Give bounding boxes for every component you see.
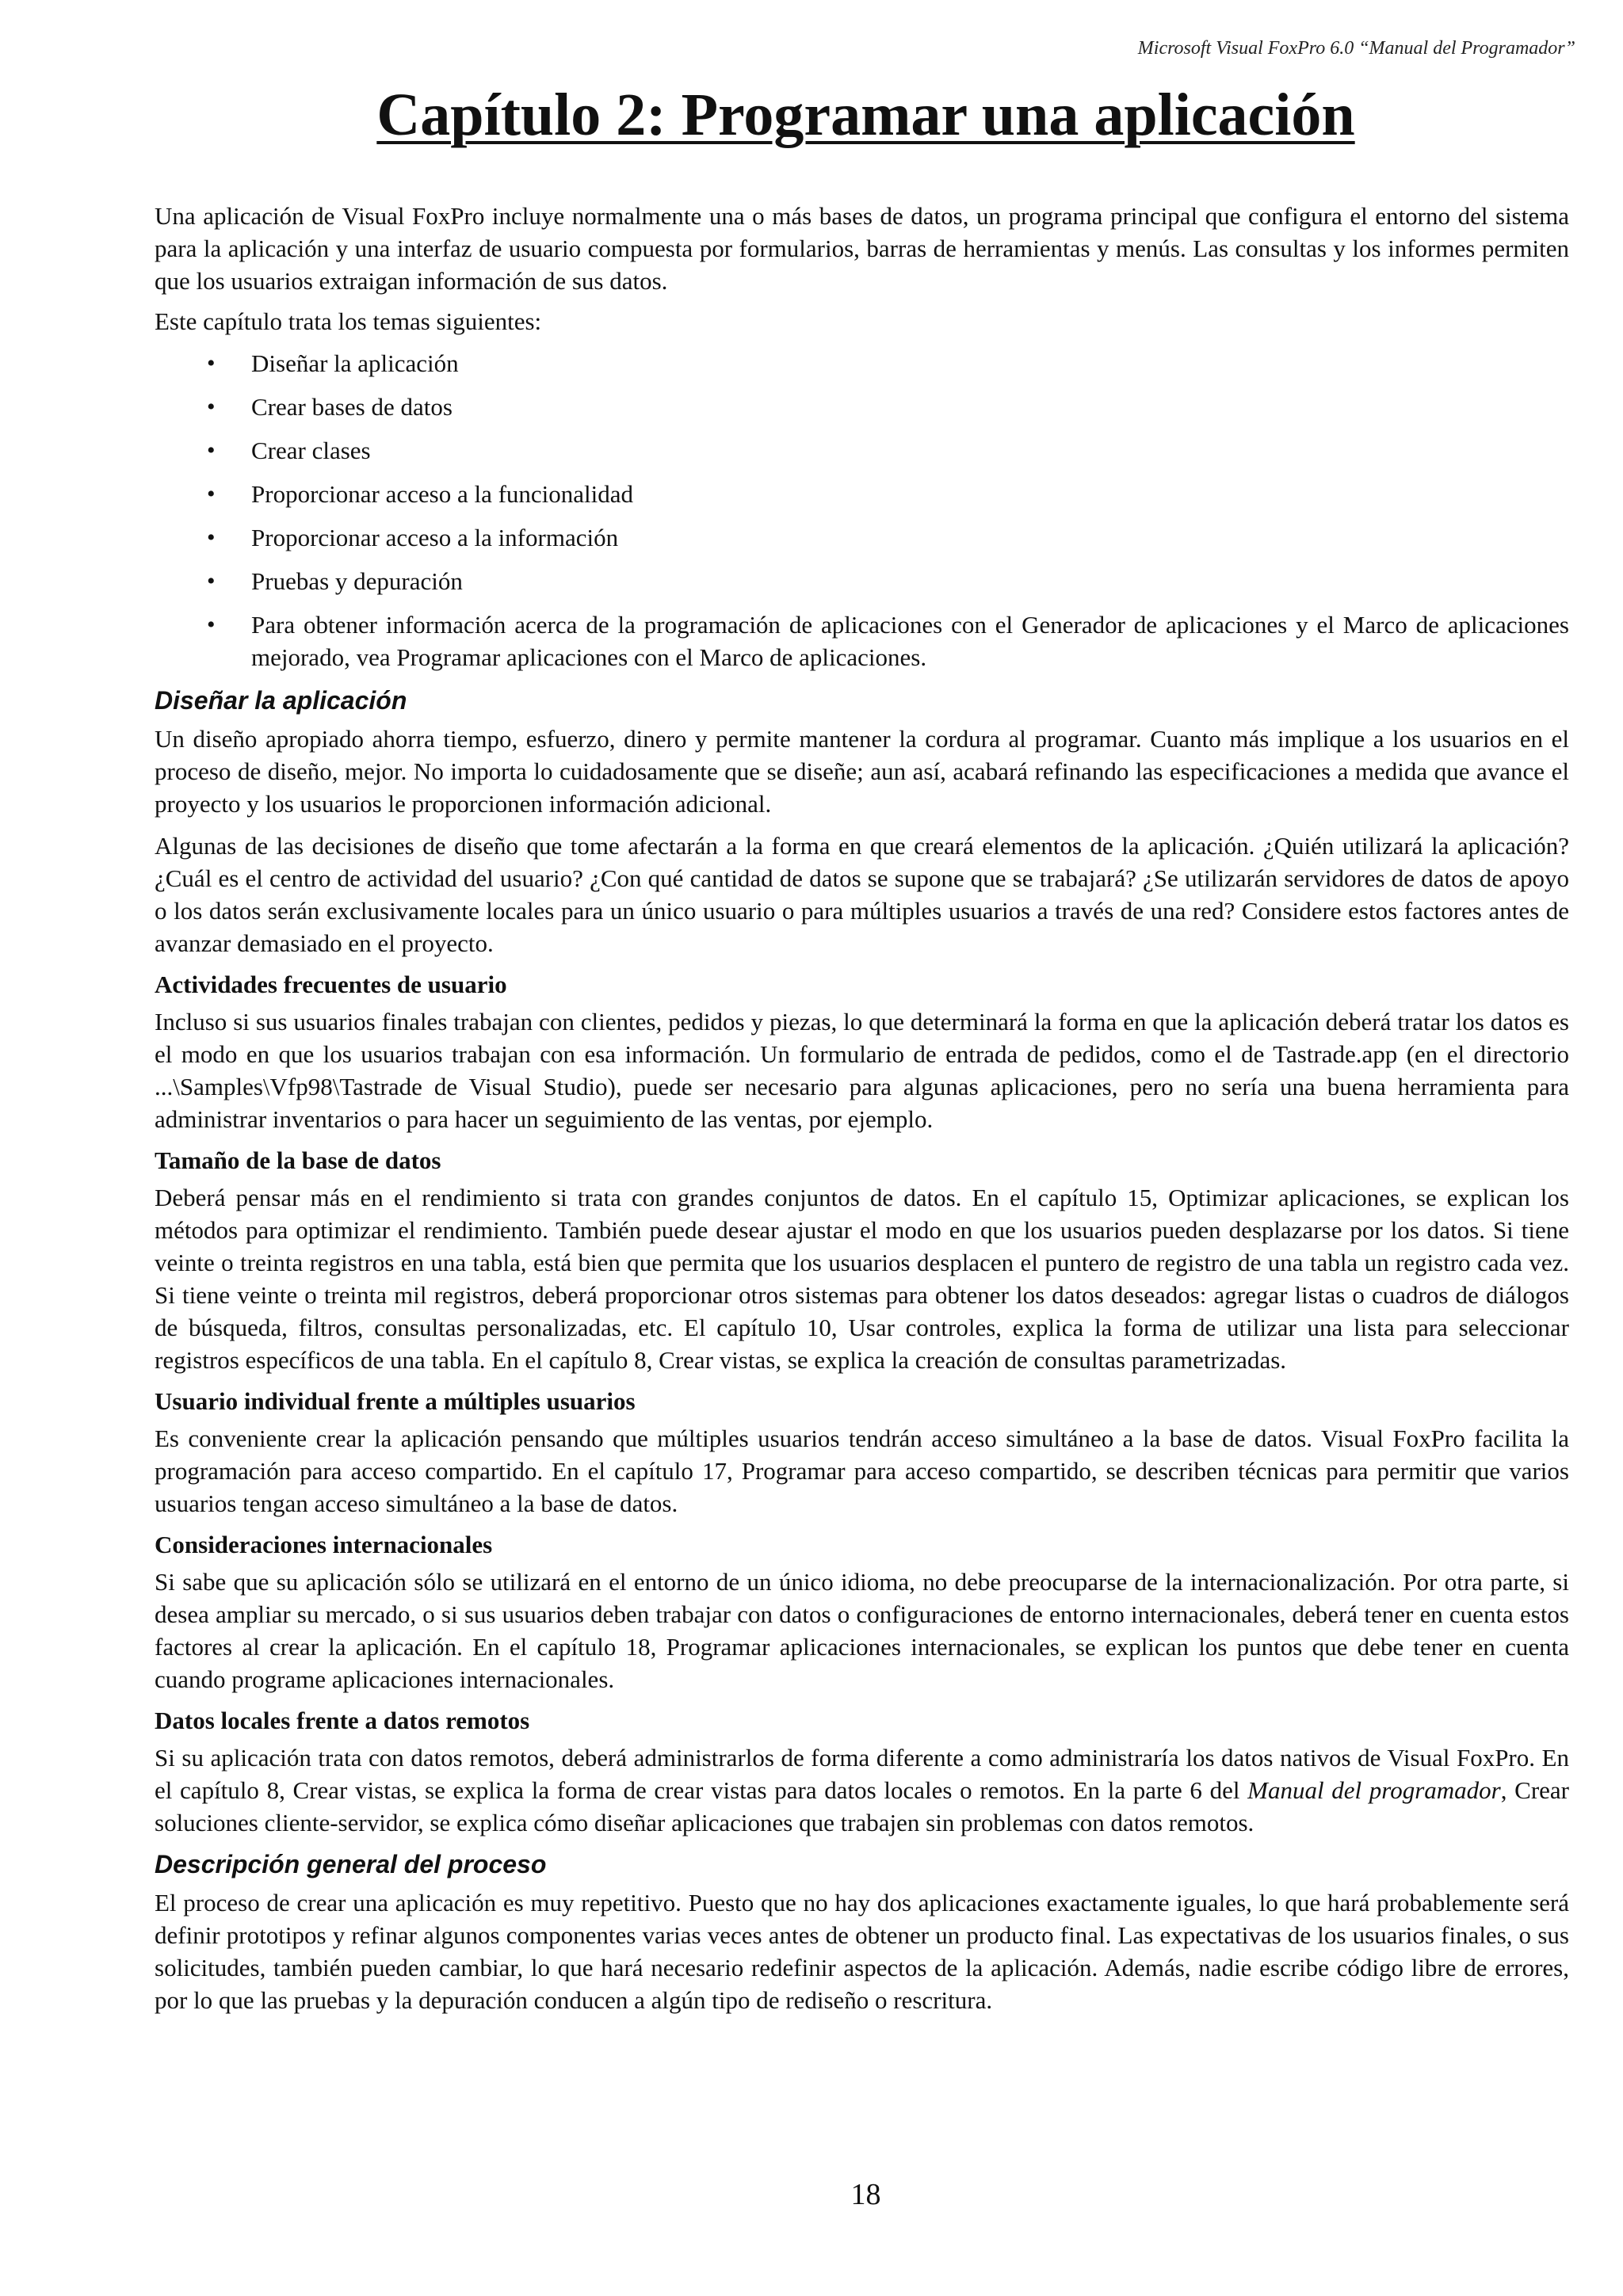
- page-content: [155, 200, 1569, 2026]
- chapter-title: Capítulo 2: Programar una aplicación: [376, 82, 1355, 148]
- list-item-text: Diseñar la aplicación: [251, 349, 459, 377]
- intro-paragraph: Una aplicación de Visual FoxPro incluye normalmente una o más bases de datos, un programa principal que configura el entorno del sistema para la aplicación y una interfaz de usuario compuesta por formularios, barras de herramientas y menús. Las consultas y los informes permiten que los usuarios extraigan información de sus datos.: [155, 202, 1569, 295]
- bullet-icon: •: [207, 481, 216, 507]
- list-item-text: Para obtener información acerca de la programación de aplicaciones con el Generador de aplicaciones y el Marco de aplicaciones mejorado, vea Programar aplicaciones con el Marco de aplicaciones.: [251, 611, 1569, 671]
- list-item-text: Crear bases de datos: [251, 393, 453, 421]
- page-number: 18: [850, 2178, 881, 2211]
- running-header: Microsoft Visual FoxPro 6.0 “Manual del Programador”: [1137, 38, 1575, 59]
- local-remote-paragraph: [155, 1741, 1569, 1839]
- manual-title-italic: Manual del programador: [1247, 1776, 1501, 1804]
- topics-lead: Este capítulo trata los temas siguientes:: [155, 307, 542, 335]
- bullet-icon: •: [207, 612, 216, 638]
- bullet-icon: •: [207, 394, 216, 420]
- subheading-local-remote: Datos locales frente a datos remotos: [155, 1707, 530, 1734]
- international-paragraph: Si sabe que su aplicación sólo se utilizará en el entorno de un único idioma, no debe preocuparse de la internacionalización. Por otra parte, si desea ampliar su mercado, o si sus usuarios deben trabajar con datos o configuraciones de entorno internacionales, deberá tener en cuenta estos factores al crear la aplicación. En el capítulo 18, Programar aplicaciones internacionales, se explican los puntos que debe tener en cuenta cuando programe aplicaciones internacionales.: [155, 1568, 1569, 1693]
- design-paragraph-1: Un diseño apropiado ahorra tiempo, esfuerzo, dinero y permite mantener la cordura al programar. Cuanto más implique a los usuarios en el proceso de diseño, mejor. No importa lo cuidadosamente que se diseñe; aun así, acabará refinando las especificaciones a medida que avance el proyecto y los usuarios le proporcionen información adicional.: [155, 725, 1569, 818]
- process-paragraph: El proceso de crear una aplicación es muy repetitivo. Puesto que no hay dos aplicaciones exactamente iguales, lo que hará probablemente será definir prototipos y refinar algunos componentes varias veces antes de obtener un producto final. Las expectativas de los usuarios finales, o sus solicitudes, también pueden cambiar, lo que hará necesario redefinir aspectos de la aplicación. Además, nadie escribe código libre de errores, por lo que las pruebas y la depuración conducen a algún tipo de rediseño o rescritura.: [155, 1889, 1569, 2014]
- db-size-paragraph: Deberá pensar más en el rendimiento si trata con grandes conjuntos de datos. En el capítulo 15, Optimizar aplicaciones, se explican los métodos para optimizar el rendimiento. También puede desear ajustar el modo en que los usuarios pueden desplazarse por los datos. Si tiene veinte o treinta registros en una tabla, está bien que permita que los usuarios desplacen el puntero de registro de una tabla un registro cada vez. Si tiene veinte o treinta mil registros, deberá proporcionar otros sistemas para obtener los datos deseados: agregar listas o cuadros de diálogos de búsqueda, filtros, consultas personalizadas, etc. El capítulo 10, Usar controles, explica la forma de utilizar una lista para seleccionar registros específicos de una tabla. En el capítulo 8, Crear vistas, se explica la creación de consultas parametrizadas.: [155, 1184, 1569, 1374]
- list-item: [155, 391, 1569, 423]
- local-remote-text-end: , Crear soluciones cliente-servidor, se explica cómo diseñar aplicaciones que trabajen sin problemas con datos remotos.: [155, 1776, 1569, 1836]
- activities-paragraph: Incluso si sus usuarios finales trabajan con clientes, pedidos y piezas, lo que determinará la forma en que la aplicación deberá tratar los datos es el modo en que los usuarios trabajan con esa información. Un formulario de entrada de pedidos, como el de Tastrade.app (en el directorio ...\Samples\Vfp98\Tastrade de Visual Studio), puede ser necesario para algunas aplicaciones, pero no sería una buena herramienta para administrar inventarios o para hacer un seguimiento de las ventas, por ejemplo.: [155, 1008, 1569, 1133]
- list-item: [155, 565, 1569, 597]
- list-item: [155, 478, 1569, 510]
- list-item-text: Crear clases: [251, 437, 371, 464]
- subheading-multiuser: Usuario individual frente a múltiples usuarios: [155, 1387, 636, 1415]
- bullet-icon: •: [207, 524, 216, 551]
- local-remote-text-start: Si su aplicación trata con datos remotos, deberá administrarlos de forma diferente a como administraría los datos nativos de Visual FoxPro. En el capítulo 8, Crear vistas, se explica la forma de crear vistas para datos locales o remotos. En la parte 6 del: [155, 1744, 1569, 1804]
- list-item: [155, 347, 1569, 379]
- bullet-icon: •: [207, 437, 216, 463]
- list-item: [155, 434, 1569, 467]
- list-item-text: Proporcionar acceso a la funcionalidad: [251, 480, 634, 508]
- list-item-text: Proporcionar acceso a la información: [251, 524, 619, 551]
- list-item: [155, 608, 1569, 673]
- subheading-activities: Actividades frecuentes de usuario: [155, 971, 507, 998]
- bullet-icon: •: [207, 350, 216, 376]
- section-heading-process: Descripción general del proceso: [155, 1850, 547, 1878]
- section-heading-design: Diseñar la aplicación: [155, 686, 407, 715]
- subheading-international: Consideraciones internacionales: [155, 1531, 493, 1558]
- list-item-text: Pruebas y depuración: [251, 567, 463, 595]
- design-paragraph-2: Algunas de las decisiones de diseño que tome afectarán a la forma en que creará elementos de la aplicación. ¿Quién utilizará la aplicación? ¿Cuál es el centro de actividad del usuario? ¿Con qué cantidad de datos se supone que se trabajará? ¿Se utilizarán servidores de datos de apoyo o los datos serán exclusivamente locales para un único usuario o para múltiples usuarios a través de una red? Considere estos factores antes de avanzar demasiado en el proyecto.: [155, 832, 1569, 957]
- subheading-db-size: Tamaño de la base de datos: [155, 1146, 441, 1174]
- topics-list: [155, 347, 1569, 673]
- bullet-icon: •: [207, 568, 216, 594]
- list-item: [155, 521, 1569, 554]
- multiuser-paragraph: Es conveniente crear la aplicación pensando que múltiples usuarios tendrán acceso simultáneo a la base de datos. Visual FoxPro facilita la programación para acceso compartido. En el capítulo 17, Programar para acceso compartido, se describen técnicas para permitir que varios usuarios tengan acceso simultáneo a la base de datos.: [155, 1425, 1569, 1517]
